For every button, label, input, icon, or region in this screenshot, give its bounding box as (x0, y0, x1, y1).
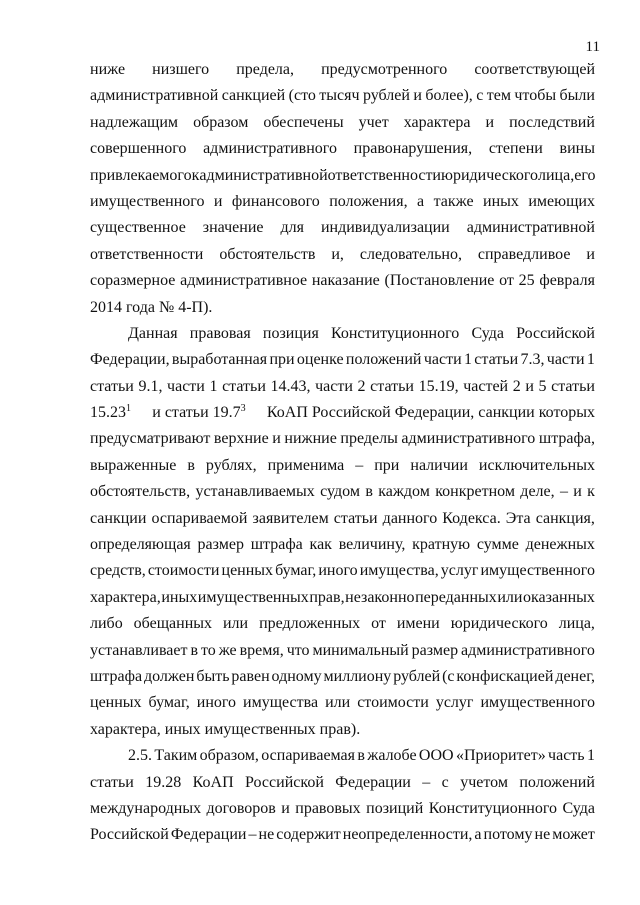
paragraph-3 (90, 743, 595, 849)
text-line: соразмерное административное наказание (Постановление от 25 февраля (90, 272, 595, 290)
document-body (90, 57, 595, 849)
page-number: 11 (585, 39, 600, 55)
text-line: 2.5. Таким образом, оспариваемая в жалобе ООО «Приоритет» часть 1 (128, 747, 595, 765)
text-line-with-superscripts: 15.23$^1$ и статьи 19.7$^3$ КоАП Российской Федерации, санкции которых (90, 403, 595, 422)
text-line: Данная правовая позиция Конституционного Суда Российской (128, 324, 595, 342)
text-line: ниже низшего предела, предусмотренного соответствующей (90, 61, 595, 78)
text-line: 2014 года № 4-П). (90, 298, 213, 316)
text-line: санкции оспариваемой заявителем статьи данного Кодекса. Эта санкция, (90, 509, 595, 527)
text-line: совершенного административного правонарушения, степени вины (90, 140, 595, 158)
text-line: надлежащим образом обеспечены учет характера и последствий (90, 113, 595, 131)
text-line: предусматривают верхние и нижние пределы административного штрафа, (90, 430, 595, 448)
text-line: статьи 9.1, части 1 статьи 14.43, части 2 статьи 15.19, частей 2 и 5 статьи (90, 377, 595, 395)
text-line: либо обещанных или предложенных от имени юридического лица, (90, 615, 595, 633)
text-line: определяющая размер штрафа как величину, кратную сумме денежных (90, 536, 595, 554)
text-line: привлекаемого к административной ответственности юридического лица, его (90, 166, 595, 184)
text-line: существенное значение для индивидуализации административной (90, 219, 595, 237)
text-line: обстоятельств, устанавливаемых судом в каждом конкретном деле, – и к (90, 483, 595, 501)
text-line: ответственности обстоятельств и, следовательно, справедливое и (90, 245, 595, 263)
text-line: выраженные в рублях, применима – при наличии исключительных (90, 456, 595, 474)
paragraph-2 (90, 321, 595, 743)
paragraph-1 (90, 57, 595, 321)
text-line: штрафа должен быть равен одному миллиону рублей (с конфискацией денег, (90, 667, 595, 685)
footnote-superscript: 1 (126, 403, 131, 415)
text-line: ценных бумаг, иного имущества или стоимости услуг имущественного (90, 694, 595, 712)
text-line: Российской Федерации – не содержит неопределенности, а потому не может (90, 826, 595, 844)
text-line: международных договоров и правовых позиций Конституционного Суда (90, 799, 595, 817)
text-line: устанавливает в то же время, что минимальный размер административного (90, 641, 595, 659)
text-line: административной санкцией (сто тысяч рублей и более), с тем чтобы были (90, 87, 595, 105)
text-line: статьи 19.28 КоАП Российской Федерации – с учетом положений (90, 773, 595, 791)
text-line: Федерации, выработанная при оценке положений части 1 статьи 7.3, части 1 (90, 351, 595, 369)
text-line: характера, иных имущественных прав, незаконно переданных или оказанных (90, 588, 595, 606)
text-line: характера, иных имущественных прав). (90, 720, 361, 738)
footnote-superscript: 3 (240, 403, 246, 415)
text-line: средств, стоимости ценных бумаг, иного имущества, услуг имущественного (90, 562, 595, 580)
text-line: имущественного и финансового положения, а также иных имеющих (90, 192, 595, 210)
